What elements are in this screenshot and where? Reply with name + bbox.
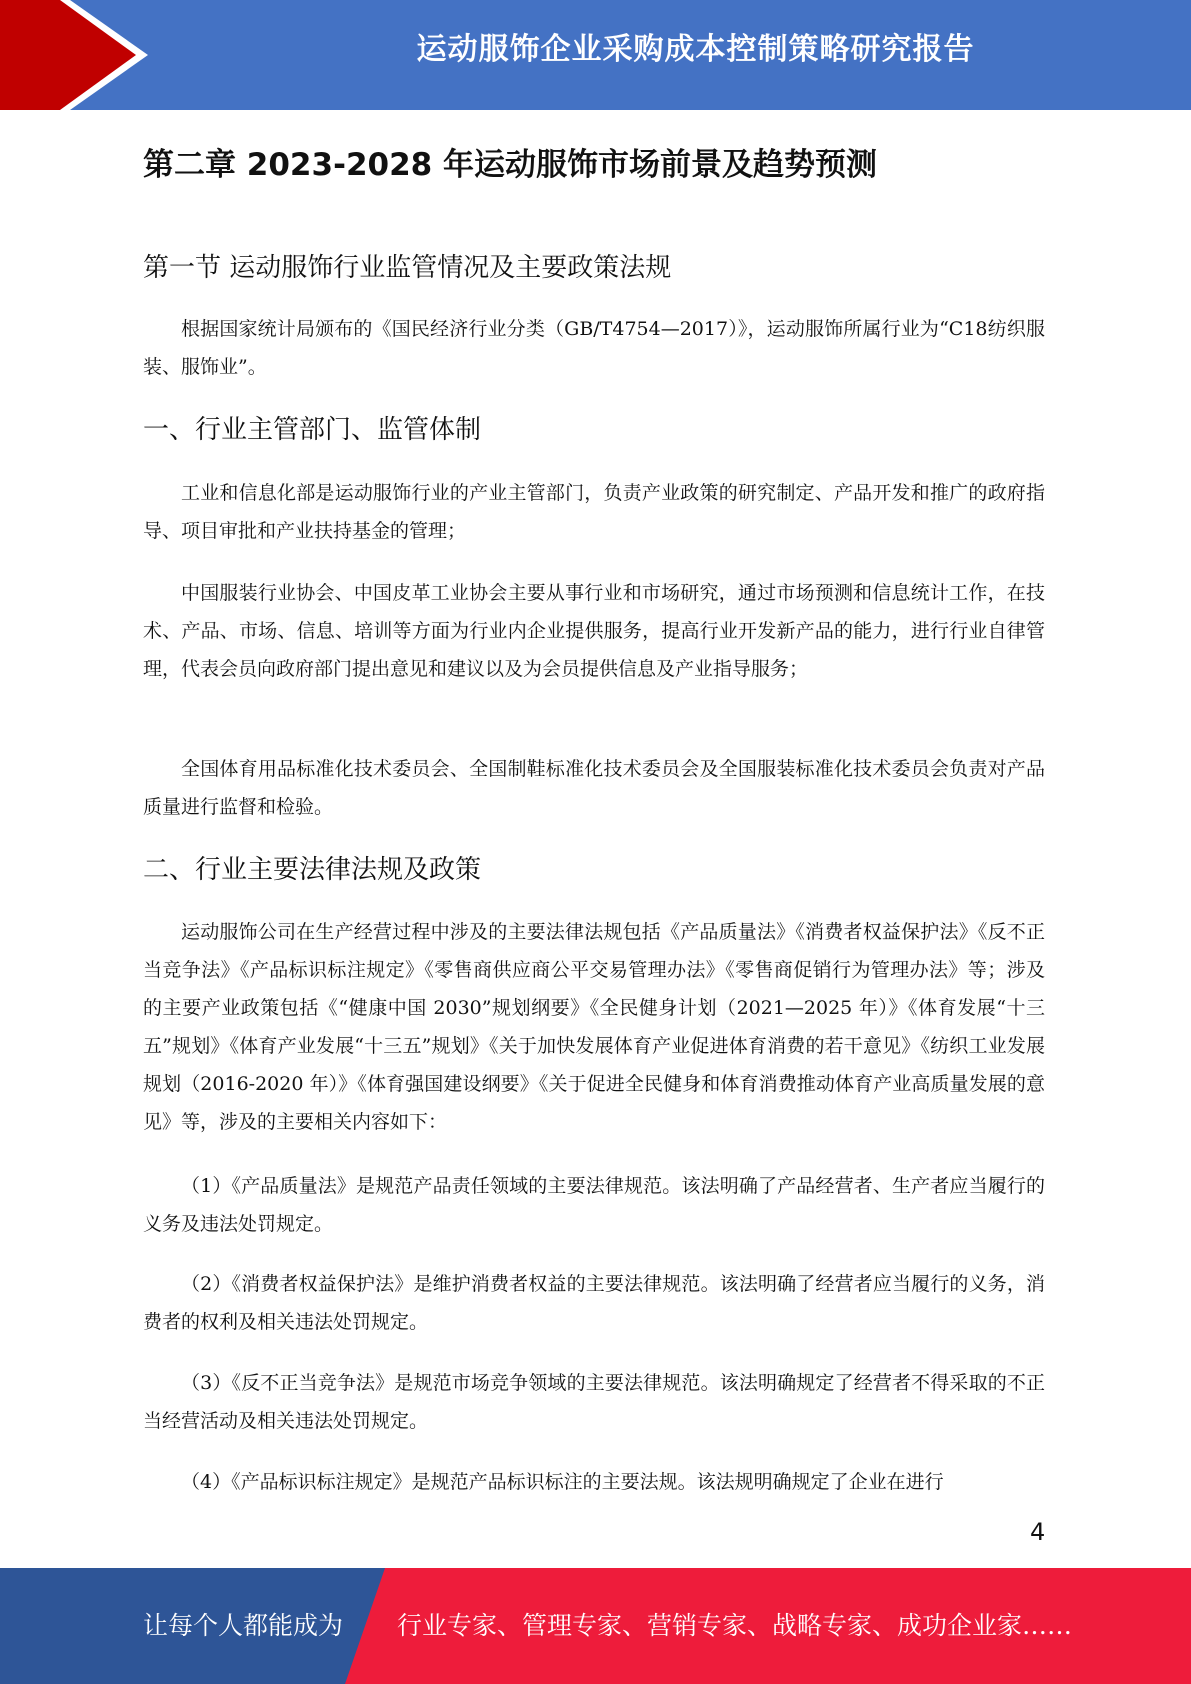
paragraph: 全国体育用品标准化技术委员会、全国制鞋标准化技术委员会及全国服装标准化技术委员会负责对产品质量进行监督和检验。 [143, 758, 1045, 818]
paragraph: 中国服装行业协会、中国皮革工业协会主要从事行业和市场研究，通过市场预测和信息统计工作，在技术、产品、市场、信息、培训等方面为行业内企业提供服务，提高行业开发新产品的能力，进行行业自律管理，代表会员向政府部门提出意见和建议以及为会员提供信息及产业指导服务； [143, 582, 1045, 680]
page-number: 4 [1030, 1518, 1046, 1546]
paragraph: 运动服饰公司在生产经营过程中涉及的主要法律法规包括《产品质量法》《消费者权益保护法》《反不正当竞争法》《产品标识标注规定》《零售商供应商公平交易管理办法》《零售商促销行为管理办法》等；涉及的主要产业政策包括《“健康中国 2030”规划纲要》《全民健身计划（2021—2025 年）》《体育发展“十三五”规划》《体育产业发展“十三五”规划》《关于加快发展体育产业促进体育消费的若干意见》《纺织工业发展规划（2016-2020 年）》《体育强国建设纲要》《关于促进全民健身和体育消费推动体育产业高质量发展的意见》等，涉及的主要相关内容如下： [143, 921, 1045, 1133]
subsection-1-title: 一、行业主管部门、监管体制 [143, 415, 482, 445]
footer-slogan-left: 让每个人都能成为 [143, 1611, 344, 1640]
paragraph: 工业和信息化部是运动服饰行业的产业主管部门，负责产业政策的研究制定、产品开发和推广的政府指导、项目审批和产业扶持基金的管理； [143, 482, 1045, 542]
paragraph: （4）《产品标识标注规定》是规范产品标识标注的主要法规。该法规明确规定了企业在进行 [181, 1471, 944, 1493]
chapter-title: 第二章 2023-2028 年运动服饰市场前景及趋势预测 [143, 147, 878, 183]
paragraph: （1）《产品质量法》是规范产品责任领域的主要法律规范。该法明确了产品经营者、生产者应当履行的义务及违法处罚规定。 [143, 1175, 1045, 1235]
intro-paragraph: 根据国家统计局颁布的《国民经济行业分类（GB/T4754—2017）》，运动服饰所属行业为“C18纺织服装、服饰业”。 [143, 318, 1045, 378]
page-header [0, 0, 1191, 110]
page-footer [0, 1568, 1191, 1684]
paragraph: （2）《消费者权益保护法》是维护消费者权益的主要法律规范。该法明确了经营者应当履行的义务，消费者的权利及相关违法处罚规定。 [143, 1273, 1045, 1333]
paragraph: （3）《反不正当竞争法》是规范市场竞争领域的主要法律规范。该法明确规定了经营者不得采取的不正当经营活动及相关违法处罚规定。 [143, 1372, 1045, 1432]
subsection-2-title: 二、行业主要法律法规及政策 [143, 855, 482, 885]
section-title: 第一节 运动服饰行业监管情况及主要政策法规 [143, 253, 672, 283]
footer-slogan-right: 行业专家、管理专家、营销专家、战略专家、成功企业家…… [397, 1611, 1073, 1640]
report-title: 运动服饰企业采购成本控制策略研究报告 [416, 32, 975, 67]
